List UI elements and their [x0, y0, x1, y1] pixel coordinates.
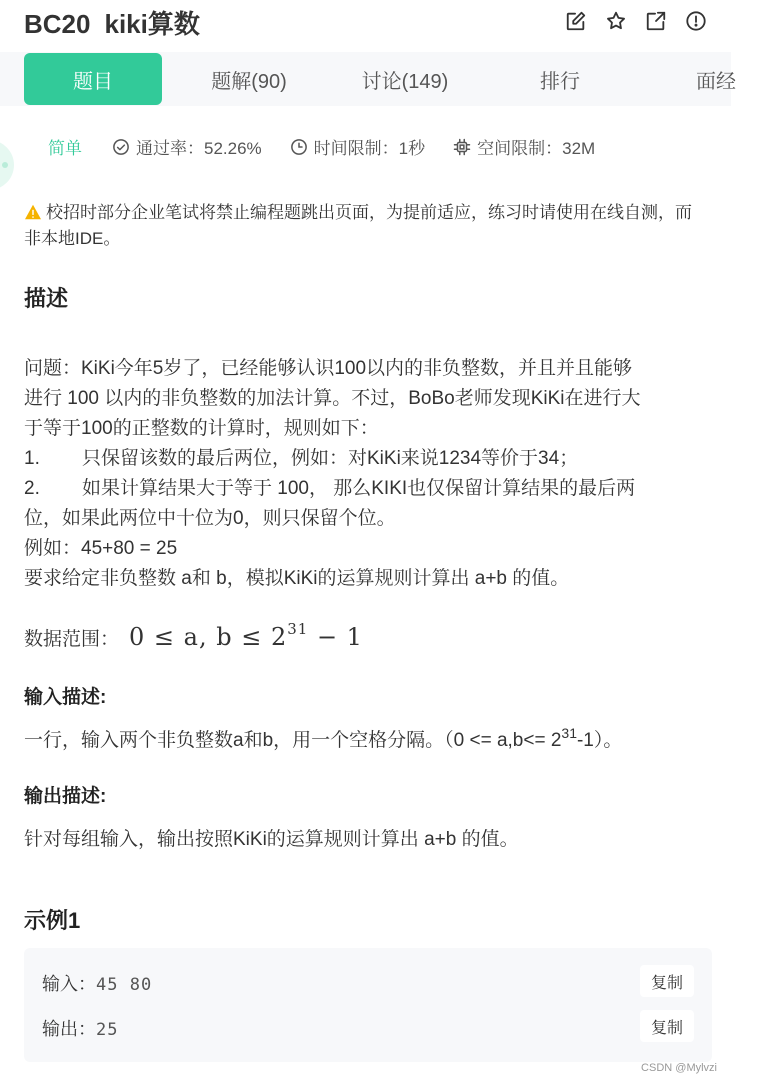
input-description-text: [24, 725, 622, 752]
description-heading: 描述: [24, 286, 69, 311]
check-circle-icon: [112, 138, 130, 156]
output-description-text: 针对每组输入，输出按照KiKi的运算规则计算出 a+b 的值。: [24, 829, 519, 850]
share-icon[interactable]: [643, 8, 669, 34]
difficulty-badge: 简单: [48, 139, 82, 158]
example-input-value: 45 80: [96, 975, 153, 995]
description-line: 于等于100的正整数的计算时，规则如下：: [24, 418, 379, 439]
space-limit-text: 空间限制：32M: [477, 139, 596, 158]
problem-title: kiki算数: [104, 9, 200, 39]
info-icon[interactable]: [683, 8, 709, 34]
description-line: 问题：KiKi今年5岁了，已经能够认识100以内的非负整数，并且并且能够: [24, 358, 633, 379]
star-icon[interactable]: [603, 8, 629, 34]
data-range-label: 数据范围：: [24, 629, 120, 650]
description-body: [24, 354, 714, 594]
rule-1-text: 只保留该数的最后两位，例如：对KiKi来说1234等价于34；: [82, 448, 579, 469]
time-limit-text: 时间限制：1秒: [313, 139, 426, 158]
copy-output-button[interactable]: 复制: [640, 1010, 694, 1042]
rule-1: [24, 444, 714, 474]
example-heading: 示例1: [24, 908, 81, 933]
warning-icon: [24, 204, 42, 220]
side-float-button[interactable]: [0, 140, 14, 190]
example-input: [42, 970, 152, 996]
output-description-heading: 输出描述:: [24, 786, 107, 807]
rule-1-number: 1.: [24, 448, 40, 469]
watermark: CSDN @Mylvzi: [641, 1062, 717, 1074]
tab-discussion[interactable]: 讨论(149): [361, 70, 449, 93]
tab-bar: [0, 52, 736, 106]
edit-icon[interactable]: [563, 8, 589, 34]
header-actions: [563, 8, 709, 34]
tab-problem[interactable]: 题目: [24, 53, 162, 105]
rule-2-continued: 位，如果此两位中十位为0，则只保留个位。: [24, 508, 396, 529]
problem-meta: [48, 134, 623, 159]
time-limit: [290, 134, 425, 159]
example-box: [24, 948, 712, 1062]
input-text-before: 一行，输入两个非负整数a和b，用一个空格分隔。（0 <= a,b<= 2: [24, 730, 562, 751]
tab-solutions[interactable]: 题解(90): [211, 70, 287, 93]
exam-notice: [24, 200, 704, 252]
tab-ranking[interactable]: 排行: [540, 70, 580, 93]
example-input-label: 输入：: [42, 974, 96, 994]
space-limit: [453, 134, 595, 159]
formula-exponent: 31: [287, 620, 309, 638]
rule-2: [24, 474, 714, 504]
data-range-formula: [129, 620, 363, 651]
example-line: 例如：45+80 = 25: [24, 538, 178, 559]
rule-2-number: 2.: [24, 478, 40, 499]
example-output: [42, 1015, 118, 1041]
problem-code: BC20: [24, 9, 91, 39]
input-text-after: -1）。: [576, 730, 623, 751]
formula-left: 0 ≤ a, b ≤ 2: [129, 623, 288, 651]
data-range: [24, 620, 363, 651]
input-text-exponent: 31: [561, 725, 577, 741]
rule-2-text: 如果计算结果大于等于 100， 那么KIKI也仅保留计算结果的最后两: [82, 478, 636, 499]
formula-right: − 1: [308, 623, 363, 651]
clock-icon: [290, 138, 308, 156]
header: [0, 0, 731, 44]
notice-text: 校招时部分企业笔试将禁止编程题跳出页面，为提前适应，练习时请使用在线自测，而非本地IDE。: [24, 203, 692, 248]
input-description-heading: 输入描述:: [24, 687, 107, 708]
tab-interview[interactable]: 面经: [696, 70, 736, 93]
copy-input-button[interactable]: 复制: [640, 965, 694, 997]
example-output-value: 25: [96, 1020, 119, 1040]
requirement-line: 要求给定非负整数 a和 b，模拟KiKi的运算规则计算出 a+b 的值。: [24, 568, 570, 589]
pass-rate: [112, 134, 262, 159]
page-title: [24, 4, 200, 41]
chip-icon: [453, 138, 471, 156]
example-output-label: 输出：: [42, 1019, 96, 1039]
description-line: 进行 100 以内的非负整数的加法计算。不过，BoBo老师发现KiKi在进行大: [24, 388, 641, 409]
pass-rate-text: 通过率：52.26%: [136, 139, 262, 158]
